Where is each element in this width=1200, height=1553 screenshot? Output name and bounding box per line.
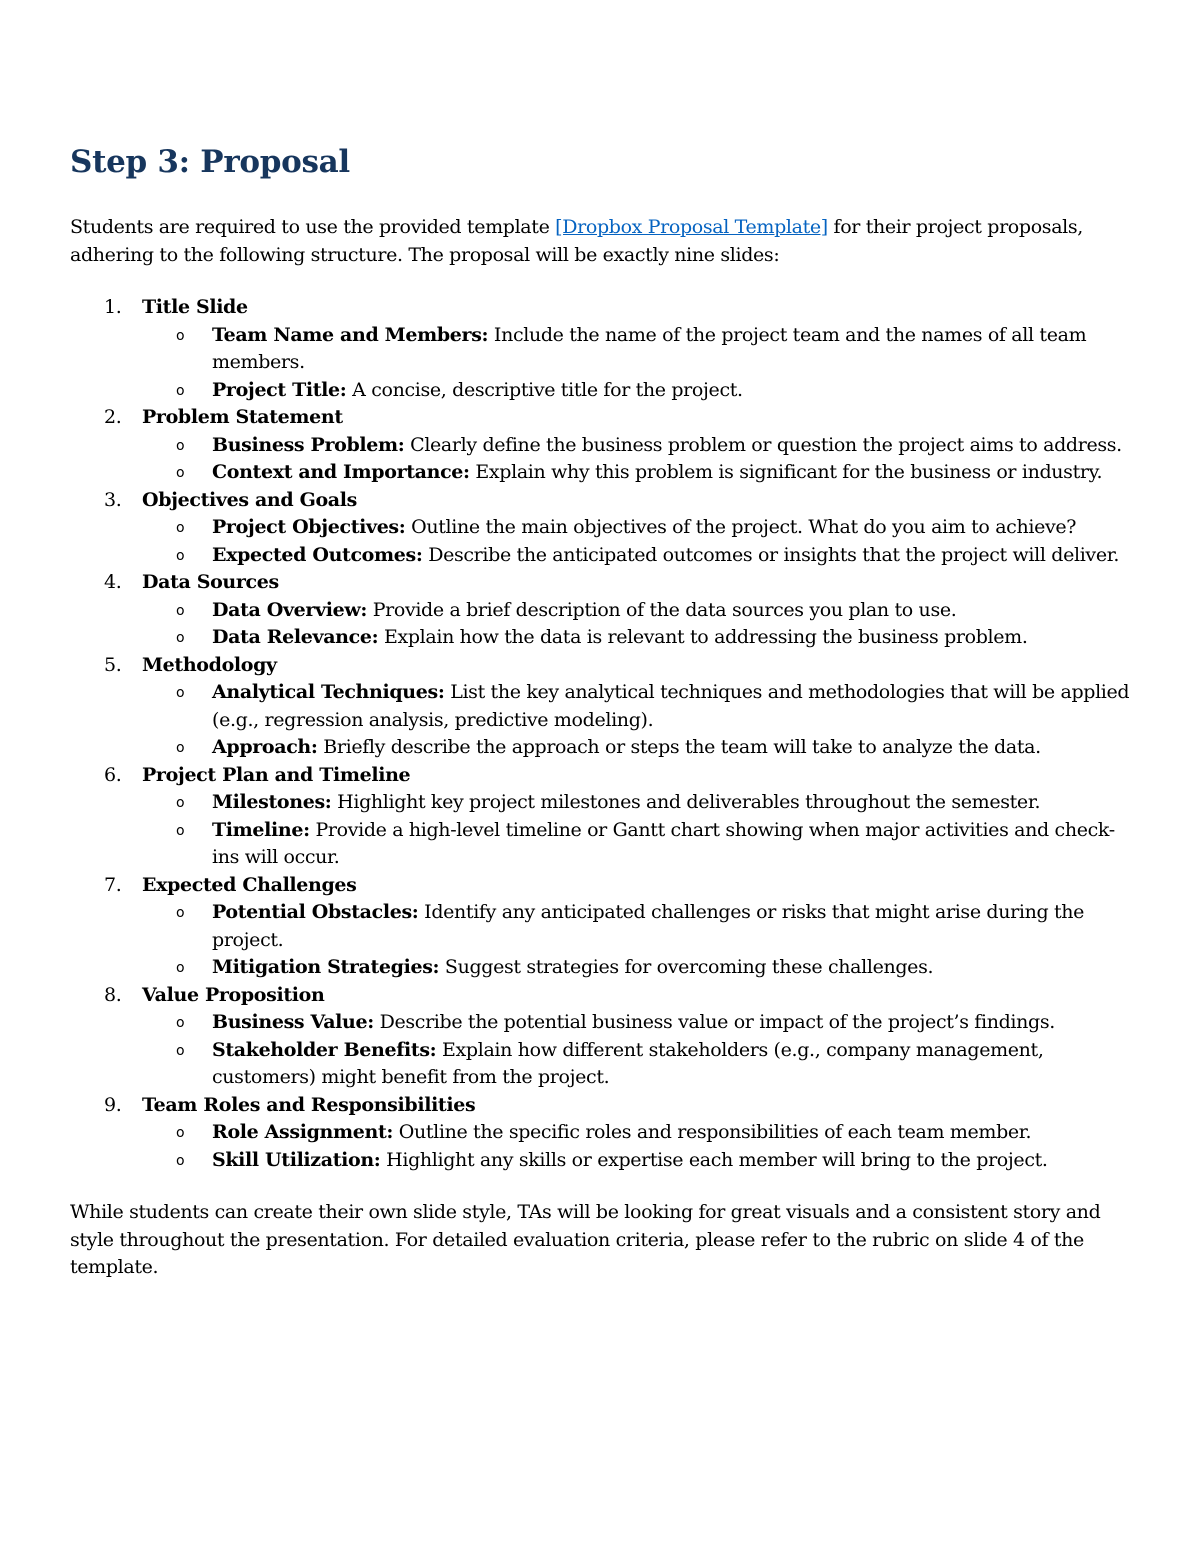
hollow-circle-bullet-icon: o xyxy=(176,822,185,839)
sub-item-text: A concise, descriptive title for the project. xyxy=(346,378,743,401)
hollow-circle-bullet-icon: o xyxy=(176,1125,185,1141)
sub-item-text: Clearly define the business problem or question the project aims to address. xyxy=(404,433,1122,456)
step-sub-list xyxy=(142,322,1130,405)
closing-paragraph: While students can create their own slide style, TAs will be looking for great visuals and a consistent story and style throughout the presentation. For detailed evaluation criteria, please refer to the rubric on slide 4 of the template. xyxy=(70,1201,1101,1278)
step-number: 3. xyxy=(104,488,122,511)
sub-item-label: Timeline: xyxy=(212,818,310,841)
step-title: Problem Statement xyxy=(142,406,343,428)
hollow-circle-bullet-icon: o xyxy=(176,547,185,564)
intro-text-before-link: Students are required to use the provided template xyxy=(70,216,556,238)
sub-item-label: Project Objectives: xyxy=(212,516,406,538)
step-title: Objectives and Goals xyxy=(142,488,357,511)
step-title: Team Roles and Responsibilities xyxy=(142,1093,476,1116)
sub-list-item xyxy=(142,432,1130,460)
hollow-circle-bullet-icon: o xyxy=(176,437,185,454)
step-number: 9. xyxy=(104,1093,122,1116)
dropbox-template-link[interactable]: [Dropbox Proposal Template] xyxy=(555,216,828,238)
sub-list-item xyxy=(142,1037,1130,1092)
sub-item-text: Describe the potential business value or impact of the project’s findings. xyxy=(373,1011,1055,1033)
sub-list-item xyxy=(142,817,1130,872)
step-item xyxy=(70,487,1130,570)
step-item xyxy=(70,872,1130,982)
sub-item-text: Briefly describe the approach or steps the team will take to analyze the data. xyxy=(317,736,1041,758)
sub-list-item xyxy=(142,1119,1130,1147)
step-title: Expected Challenges xyxy=(142,873,357,896)
sub-list-item xyxy=(142,624,1130,652)
hollow-circle-bullet-icon: o xyxy=(176,960,185,976)
page-title: Step 3: Proposal xyxy=(70,144,350,180)
sub-item-label: Analytical Techniques: xyxy=(212,681,445,703)
hollow-circle-bullet-icon: o xyxy=(176,1152,185,1169)
hollow-circle-bullet-icon: o xyxy=(176,520,185,536)
step-sub-list xyxy=(142,679,1130,762)
sub-item-text: Include the name of the project team and the names of all team members. xyxy=(212,323,1087,373)
sub-item-text: Identify any anticipated challenges or risks that might arise during the project. xyxy=(212,901,1085,951)
sub-list-item xyxy=(142,789,1130,817)
sub-list-item xyxy=(142,597,1130,625)
sub-item-label: Data Overview: xyxy=(212,598,367,621)
sub-item-label: Business Problem: xyxy=(212,433,405,456)
step-sub-list xyxy=(142,1119,1130,1174)
step-title: Data Sources xyxy=(142,571,279,593)
sub-item-text: Explain why this problem is significant for the business or industry. xyxy=(469,461,1103,483)
step-number: 8. xyxy=(104,983,122,1006)
intro-paragraph xyxy=(70,214,1130,269)
sub-item-label: Business Value: xyxy=(212,1011,374,1033)
step-sub-list xyxy=(142,899,1130,982)
sub-item-label: Milestones: xyxy=(212,791,332,813)
sub-list-item xyxy=(142,679,1130,734)
sub-item-text: Provide a high-level timeline or Gantt chart showing when major activities and check-ins will occur. xyxy=(212,818,1115,868)
step-number: 5. xyxy=(104,653,122,676)
sub-item-text: List the key analytical techniques and methodologies that will be applied (e.g., regression analysis, predictive modeling). xyxy=(212,681,1130,731)
step-number: 2. xyxy=(104,406,122,428)
step-title: Methodology xyxy=(142,653,277,676)
step-item xyxy=(70,404,1130,487)
sub-item-label: Skill Utilization: xyxy=(212,1148,381,1171)
sub-list-item xyxy=(142,377,1130,405)
intro-text-after-link: for their project proposals, adhering to the following structure. The proposal will be exactly nine slides: xyxy=(70,216,1083,266)
sub-item-label: Context and Importance: xyxy=(212,461,470,483)
sub-item-text: Suggest strategies for overcoming these challenges. xyxy=(439,956,934,978)
step-sub-list xyxy=(142,432,1130,487)
sub-list-item xyxy=(142,542,1130,570)
sub-list-item xyxy=(142,322,1130,377)
step-number: 7. xyxy=(104,873,122,896)
hollow-circle-bullet-icon: o xyxy=(176,740,185,756)
sub-list-item xyxy=(142,954,1130,982)
hollow-circle-bullet-icon: o xyxy=(176,602,185,619)
step-sub-list xyxy=(142,789,1130,872)
sub-item-text: Highlight key project milestones and deliverables throughout the semester. xyxy=(331,791,1041,813)
step-item xyxy=(70,652,1130,762)
sub-item-text: Outline the specific roles and responsibilities of each team member. xyxy=(393,1121,1032,1143)
sub-item-label: Potential Obstacles: xyxy=(212,901,419,923)
sub-list-item xyxy=(142,514,1130,542)
hollow-circle-bullet-icon: o xyxy=(176,905,185,921)
document-page xyxy=(70,140,1130,1282)
step-number: 4. xyxy=(104,571,122,593)
sub-item-label: Approach: xyxy=(212,736,318,758)
step-title: Project Plan and Timeline xyxy=(142,763,411,786)
sub-item-label: Data Relevance: xyxy=(212,626,379,648)
sub-item-text: Provide a brief description of the data sources you plan to use. xyxy=(367,598,957,621)
sub-item-text: Explain how the data is relevant to addressing the business problem. xyxy=(378,626,1028,648)
step-item xyxy=(70,982,1130,1092)
sub-item-text: Describe the anticipated outcomes or insights that the project will deliver. xyxy=(422,543,1120,566)
step-sub-list xyxy=(142,1009,1130,1092)
sub-item-label: Role Assignment: xyxy=(212,1121,394,1143)
step-title: Value Proposition xyxy=(142,983,325,1006)
sub-list-item xyxy=(142,1147,1130,1175)
step-sub-list xyxy=(142,514,1130,569)
hollow-circle-bullet-icon: o xyxy=(176,465,185,481)
step-item xyxy=(70,294,1130,404)
step-sub-list xyxy=(142,597,1130,652)
step-title: Title Slide xyxy=(142,296,248,318)
sub-item-label: Stakeholder Benefits: xyxy=(212,1038,437,1061)
hollow-circle-bullet-icon: o xyxy=(176,382,185,399)
steps-list xyxy=(70,294,1130,1174)
step-number: 1. xyxy=(104,296,122,318)
hollow-circle-bullet-icon: o xyxy=(176,327,185,344)
sub-list-item xyxy=(142,899,1130,954)
sub-item-label: Mitigation Strategies: xyxy=(212,956,440,978)
hollow-circle-bullet-icon: o xyxy=(176,1042,185,1059)
sub-list-item xyxy=(142,734,1130,762)
hollow-circle-bullet-icon: o xyxy=(176,685,185,701)
hollow-circle-bullet-icon: o xyxy=(176,1015,185,1031)
sub-item-text: Highlight any skills or expertise each member will bring to the project. xyxy=(380,1148,1048,1171)
sub-item-text: Explain how different stakeholders (e.g., company management, customers) might benefit from the project. xyxy=(212,1038,1044,1088)
sub-item-label: Team Name and Members: xyxy=(212,323,489,346)
step-number: 6. xyxy=(104,763,122,786)
step-item xyxy=(70,569,1130,652)
hollow-circle-bullet-icon: o xyxy=(176,795,185,811)
step-item xyxy=(70,1092,1130,1175)
step-item xyxy=(70,762,1130,872)
hollow-circle-bullet-icon: o xyxy=(176,630,185,646)
sub-item-text: Outline the main objectives of the project. What do you aim to achieve? xyxy=(405,516,1077,538)
sub-item-label: Project Title: xyxy=(212,378,347,401)
sub-list-item xyxy=(142,1009,1130,1037)
sub-item-label: Expected Outcomes: xyxy=(212,543,423,566)
sub-list-item xyxy=(142,459,1130,487)
